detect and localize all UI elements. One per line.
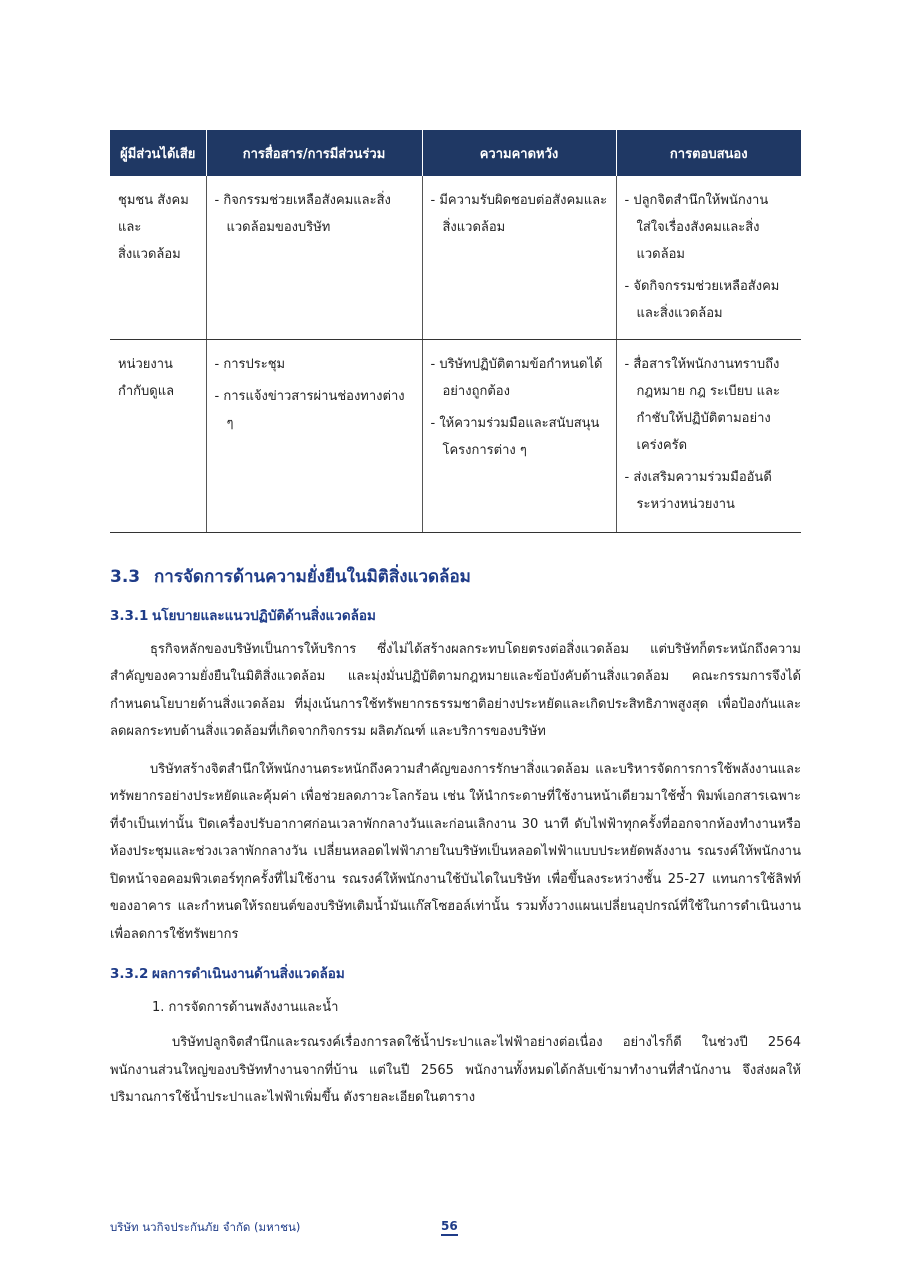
subsection-number: 3.3.1: [110, 607, 149, 624]
paragraph: บริษัทปลูกจิตสำนึกและรณรงค์เรื่องการลดใช้น้ำประปาและไฟฟ้าอย่างต่อเนื่อง อย่างไรก็ดี ในช่วงปี 2564 พนักงานส่วนใหญ่ของบริษัททำงานจากที่บ้าน แต่ในปี 2565 พนักงานทั้งหมดได้กลับเข้ามาทำงานที่สำนักงาน จึงส่งผลให้ปริมาณการใช้น้ำประปาและไฟฟ้าเพิ่มขึ้น ดังรายละเอียดในตาราง: [110, 1035, 801, 1105]
cell-expectation: [422, 176, 616, 339]
cell-communication: [206, 339, 422, 532]
response-item: - ปลูกจิตสำนึกให้พนักงานใส่ใจเรื่องสังคมและสิ่งแวดล้อม: [624, 193, 769, 262]
cell-communication: [206, 176, 422, 339]
table-row: [110, 176, 801, 339]
header-expectation: ความคาดหวัง: [422, 130, 616, 176]
expectation-item: - ให้ความร่วมมือและสนับสนุนโครงการต่าง ๆ: [430, 415, 600, 458]
subsection-title: ผลการดำเนินงานด้านสิ่งแวดล้อม: [152, 966, 345, 982]
numbered-list-item: 1. การจัดการด้านพลังงานและน้ำ: [152, 1000, 339, 1015]
section-title: การจัดการด้านความยั่งยืนในมิติสิ่งแวดล้อม: [154, 566, 471, 587]
cell-expectation: [422, 339, 616, 532]
stakeholder-line: และ: [118, 220, 142, 235]
paragraph: ธุรกิจหลักของบริษัทเป็นการให้บริการ ซึ่งไม่ได้สร้างผลกระทบโดยตรงต่อสิ่งแวดล้อม แต่บริษัทก็ตระหนักถึงความสำคัญของความยั่งยืนในมิติสิ่งแวดล้อม และมุ่งมั่นปฏิบัติตามกฎหมายและข้อบังคับด้านสิ่งแวดล้อม คณะกรรมการจึงได้กำหนดนโยบายด้านสิ่งแวดล้อม ที่มุ่งเน้นการใช้ทรัพยากรธรรมชาติอย่างประหยัดและเกิดประสิทธิภาพสูงสุด เพื่อป้องกันและลดผลกระทบด้านสิ่งแวดล้อมที่เกิดจากกิจกรรม ผลิตภัณฑ์ และบริการของบริษัท: [110, 641, 801, 739]
stakeholder-line: กำกับดูแล: [118, 383, 175, 399]
communication-item: - การแจ้งข่าวสารผ่านช่องทางต่าง ๆ: [214, 388, 405, 431]
response-item: - สื่อสารให้พนักงานทราบถึงกฎหมาย กฎ ระเบียบ และกำชับให้ปฏิบัติตามอย่างเคร่งครัด: [624, 356, 781, 453]
subsection-number: 3.3.2: [110, 966, 149, 982]
stakeholder-line: ชุมชน สังคม: [118, 193, 189, 208]
subsection-title: นโยบายและแนวปฏิบัติด้านสิ่งแวดล้อม: [152, 607, 376, 624]
header-stakeholder: ผู้มีส่วนได้เสีย: [110, 130, 206, 176]
table-header-row: [110, 130, 801, 176]
cell-response: [616, 339, 801, 532]
communication-item: - การประชุม: [214, 356, 286, 372]
stakeholder-line: สิ่งแวดล้อม: [118, 247, 181, 262]
section-heading: [110, 563, 801, 590]
expectation-item: - มีความรับผิดชอบต่อสังคมและสิ่งแวดล้อม: [430, 193, 608, 235]
stakeholder-table: [110, 130, 801, 533]
expectation-item: - บริษัทปฏิบัติตามข้อกำหนดได้อย่างถูกต้อง: [430, 356, 603, 399]
communication-item: - กิจกรรมช่วยเหลือสังคมและสิ่งแวดล้อมของบริษัท: [214, 193, 391, 235]
subsection-heading: [110, 604, 801, 626]
page-content: [110, 130, 801, 1112]
response-item: - จัดกิจกรรมช่วยเหลือสังคมและสิ่งแวดล้อม: [624, 279, 780, 321]
stakeholder-line: หน่วยงาน: [118, 356, 173, 372]
cell-stakeholder: [110, 176, 206, 339]
response-item: - ส่งเสริมความร่วมมืออันดีระหว่างหน่วยงาน: [624, 469, 772, 512]
header-communication: การสื่อสาร/การมีส่วนร่วม: [206, 130, 422, 176]
table-row: [110, 339, 801, 532]
section-number: 3.3: [110, 566, 141, 587]
header-response: การตอบสนอง: [616, 130, 801, 176]
subsection-heading: [110, 962, 801, 984]
paragraph: บริษัทสร้างจิตสำนึกให้พนักงานตระหนักถึงความสำคัญของการรักษาสิ่งแวดล้อม และบริหารจัดการการใช้พลังงานและทรัพยากรอย่างประหยัดและคุ้มค่า เพื่อช่วยลดภาวะโลกร้อน เช่น ให้นำกระดาษที่ใช้งานหน้าเดียวมาใช้ซ้ำ พิมพ์เอกสารเฉพาะที่จำเป็นเท่านั้น ปิดเครื่องปรับอากาศก่อนเวลาพักกลางวันและก่อนเลิกงาน 30 นาที ดับไฟฟ้าทุกครั้งที่ออกจากห้องทำงานหรือห้องประชุมและช่วงเวลาพักกลางวัน เปลี่ยนหลอดไฟฟ้าภายในบริษัทเป็นหลอดไฟฟ้าแบบประหยัดพลังงาน รณรงค์ให้พนักงานปิดหน้าจอคอมพิวเตอร์ทุกครั้งที่ไม่ใช้งาน รณรงค์ให้พนักงานใช้บันไดในบริษัท เพื่อขึ้นลงระหว่างชั้น 25-27 แทนการใช้ลิฟท์ของอาคาร และกำหนดให้รถยนต์ของบริษัทเติมน้ำมันแก๊สโซฮอล์เท่านั้น รวมทั้งวางแผนเปลี่ยนอุปกรณ์ที่ใช้ในการดำเนินงาน เพื่อลดการใช้ทรัพยากร: [110, 761, 801, 942]
cell-stakeholder: [110, 339, 206, 532]
page-number: 56: [441, 1219, 458, 1236]
cell-response: [616, 176, 801, 339]
footer-company-name: บริษัท นวกิจประกันภัย จำกัด (มหาชน): [110, 1220, 301, 1234]
